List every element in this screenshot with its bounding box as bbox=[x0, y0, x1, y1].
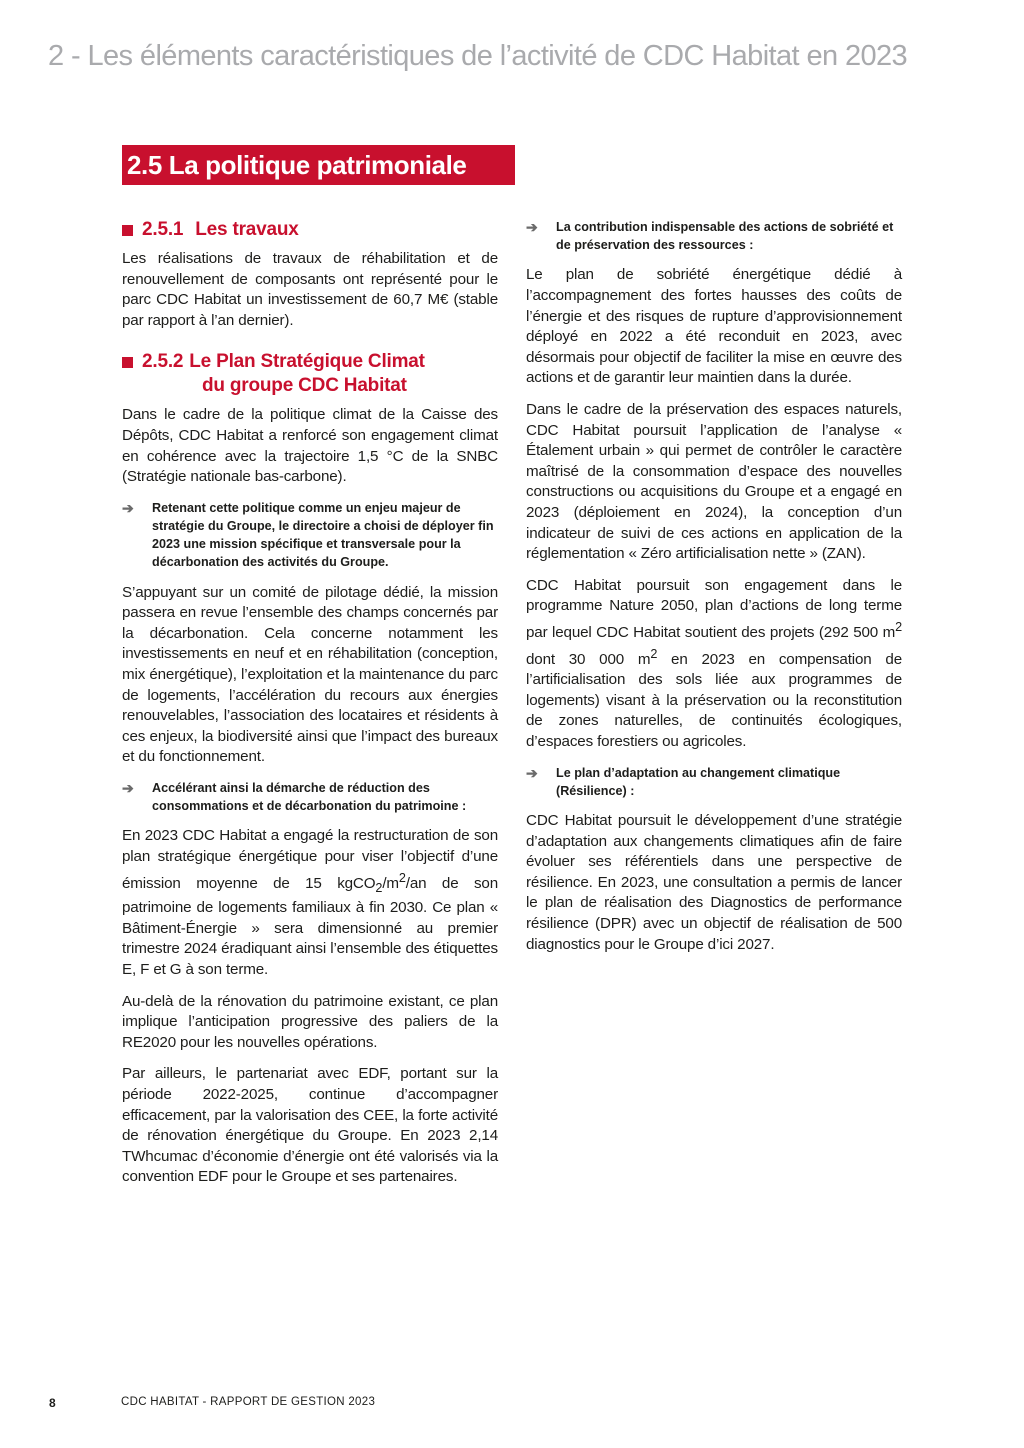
chapter-title: 2 - Les éléments caractéristiques de l’activité de CDC Habitat en 2023 bbox=[48, 40, 908, 72]
footer-report-title: CDC HABITAT - RAPPORT DE GESTION 2023 bbox=[121, 1396, 376, 1408]
subsection-number: 2.5.2 bbox=[142, 351, 184, 373]
callout-mission-decarbonation bbox=[122, 499, 498, 572]
square-bullet-icon bbox=[122, 357, 133, 368]
paragraph-plan-sobriete: Le plan de sobriété énergétique dédié à l’accompagnement des fortes hausses des coûts de l’énergie et des risques de rupture d’approvisionnement déployé en 2022 a été reconduit en 2023, avec désormais pour objectif de faciliter la mise en œuvre des actions et de garantir leur maintien dans la durée. bbox=[526, 266, 902, 387]
arrow-right-icon: ➔ bbox=[122, 779, 134, 796]
callout-adaptation bbox=[526, 764, 902, 800]
left-column bbox=[122, 218, 498, 1199]
section-title: 2.5 La politique patrimoniale bbox=[122, 145, 515, 185]
subsection-number: 2.5.1 bbox=[142, 219, 184, 240]
arrow-right-icon: ➔ bbox=[526, 764, 538, 781]
arrow-right-icon: ➔ bbox=[122, 499, 134, 516]
subsection-title-line2: du groupe CDC Habitat bbox=[202, 375, 407, 397]
subsection-title: Les travaux bbox=[195, 219, 299, 240]
callout-text: Retenant cette politique comme un enjeu majeur de stratégie du Groupe, le directoire a choisi de déployer fin 2023 une mission spécifique et transversale pour la décarbonation des activités du Groupe. bbox=[152, 500, 494, 570]
paragraph-espaces-naturels: Dans le cadre de la préservation des espaces naturels, CDC Habitat poursuit l’application de l’analyse « Étalement urbain » qui permet de contrôler le caractère maîtrisé de la consommation d’espace des nouvelles constructions ou acquisitions du Groupe et a engagé en 2023 (déploiement en 2024), la conception d’un indicateur de suivi de ces actions en application de la réglementation « Zéro artificialisation nette » (ZAN). bbox=[526, 400, 902, 563]
paragraph-resilience: CDC Habitat poursuit le développement d’une stratégie d’adaptation aux changements climatiques afin de faire évoluer ses référentiels dans une perspective de résilience. En 2023, une consultation a permis de lancer le plan de réalisation des Diagnostics de performance résilience (DPR) avec un objectif de réalisation de 500 diagnostics pour le Groupe d’ici 2027. bbox=[526, 812, 902, 953]
paragraph-partenariat-edf: Par ailleurs, le partenariat avec EDF, portant sur la période 2022-2025, continue d’accompagner efficacement, par la valorisation des CEE, la forte activité de rénovation énergétique du Groupe. En 2023 2,14 TWhcumac d’économie d’énergie ont été valorisés via la convention EDF pour le Groupe et ses partenaires. bbox=[122, 1065, 498, 1186]
square-bullet-icon bbox=[122, 225, 133, 236]
callout-text: La contribution indispensable des actions de sobriété et de préservation des ressources : bbox=[556, 220, 894, 253]
callout-reduction-consommations bbox=[122, 779, 498, 815]
callout-text: Accélérant ainsi la démarche de réduction des consommations et de décarbonation du patrimoine : bbox=[152, 780, 467, 814]
paragraph-comite-pilotage: S’appuyant sur un comité de pilotage dédié, la mission passera en revue l’ensemble des champs concernés par la décarbonation. Cela concerne notamment les investissements en neuf et en réhabilitation (conception, mix énergétique), l’exploitation et la maintenance du parc de logements, l’accélération du recours aux énergies renouvelables, l’association des locataires et résidents à ces enjeux, la biodiversité ainsi que l’impact des bureaux et du fonctionnement. bbox=[122, 583, 498, 766]
paragraph-travaux: Les réalisations de travaux de réhabilitation et de renouvellement de composants ont représenté pour le parc CDC Habitat un investissement de 60,7 M€ (stable par rapport à l’an dernier). bbox=[122, 250, 498, 329]
paragraph-re2020: Au-delà de la rénovation du patrimoine existant, ce plan implique l’anticipation progressive des paliers de la RE2020 pour les nouvelles opérations. bbox=[122, 992, 498, 1051]
callout-sobriete bbox=[526, 218, 902, 254]
page-number: 8 bbox=[49, 1396, 56, 1410]
subsection-heading-plan-climat bbox=[122, 350, 498, 398]
arrow-right-icon: ➔ bbox=[526, 219, 538, 235]
paragraph-plan-energetique: En 2023 CDC Habitat a engagé la restructuration de son plan stratégique énergétique pour viser l’objectif d’une émission moyenne de 15 $kgCO_2/m^2/an$ de son patrimoine de logements familiaux à fin 2030. Ce plan « Bâtiment-Énergie » sera dimensionné au premier trimestre 2024 éradiquant ainsi l’ensemble des étiquettes E, F et G à son terme. bbox=[122, 827, 498, 978]
right-column bbox=[526, 218, 902, 966]
subsection-heading-travaux bbox=[122, 218, 498, 242]
paragraph-climat-intro: Dans le cadre de la politique climat de la Caisse des Dépôts, CDC Habitat a renforcé son engagement climat en cohérence avec la trajectoire 1,5 °C de la SNBC (Stratégie nationale bas-carbone). bbox=[122, 406, 498, 486]
subsection-title-line1: Le Plan Stratégique Climat bbox=[189, 351, 425, 373]
paragraph-nature-2050: CDC Habitat poursuit son engagement dans le programme Nature 2050, plan d’actions de long terme par lequel CDC Habitat soutient des projets (292 500 $m^2$ dont 30 000 $m^2$ en 2023 en compensation de l’artificialisation des sols liée aux programmes de logements) visant à la préservation ou la reconstitution de zones naturelles, de continuités écologiques, d’espaces forestiers ou agricoles. bbox=[526, 576, 902, 750]
callout-text: Le plan d’adaptation au changement climatique (Résilience) : bbox=[556, 765, 841, 798]
